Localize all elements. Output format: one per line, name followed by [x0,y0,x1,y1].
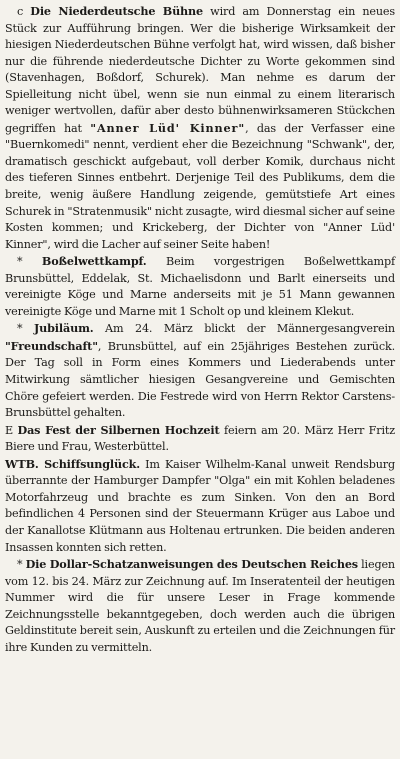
club-name: "Freundschaft" [5,338,98,353]
article-heading: Das Fest der Silbernen Hochzeit [17,422,220,437]
article-bosselwettkampf [5,253,395,320]
section-mark: c [17,5,24,18]
article-heading: Boßelwettkampf. [41,254,147,269]
article-jubilaeum [5,320,395,421]
section-mark: * [17,322,34,336]
article-text: Im Kaiser Wilhelm-Kanal unweit Rendsburg überrannte der Hamburger Dampfer "Olga" ein mit Kohlen beladenes Motorfahrzeug und brachte es zum Sinken. Von den an Bord befindlichen 4 Personen sind der Steuermann Krüger aus Laboe und der Kanallotse Klütmann aus Holtenau ertrunken. Die beiden anderen Insassen konnten sich retten. [5,457,395,554]
article-text: liegen vom 12. bis 24. März zur Zeichnung auf. Im Inseratenteil der heutigen Nummer wird die für unsere Leser in Frage kommende Zeichnungsstelle bekanntgegeben, doch werden auch die übrigen Geldinstitute bereit sein, Auskunft zu erteilen und die Zeichnungen für ihre Kunden zu vermitteln. [5,558,395,654]
article-heading: Jubiläum. [34,321,94,336]
article-heading: Die Niederdeutsche Bühne [30,4,203,18]
article-text: , das der Verfasser eine "Buernkomedi" nennt, verdient eher die Bezeichnung "Schwank", der, dramatisch geschickt aufgebaut, voll derber Komik, durchaus nicht des tieferen Sinnes entbehrt. Derjenige Teil des Publikums, dem die breite, wenig äußere Handlung zeigende, gemütstiefe Art eines Schurek in "Stratenmusik" nicht zusagte, wird diesmal sicher auf seine Kosten kommen; und Krickeberg, der Dichter von "Anner Lüd' Kinner", wird die Lacher auf seiner Seite haben! [5,121,395,251]
article-dollar-schatzanweisungen [5,556,395,656]
article-silberhochzeit [5,422,395,456]
article-text: feiern am 20. März Herr Fritz Biere und Frau, Westerbüttel. [5,423,395,454]
article-text: Am 24. März blickt der Männergesangverein [93,322,395,336]
section-mark: E [5,423,18,437]
article-text: Beim vorgestrigen Boßelwettkampf Brunsbüttel, Eddelak, St. Michaelisdonn und Barlt einerseits und vereinigte Köge und Marne anderseits mit je 51 Mann gewannen vereinigte Köge und Marne mit 1 Scholt op und kleinem Klekut. [5,255,395,318]
article-niederdeutsche-buehne [5,3,395,253]
article-heading: Schiffsunglück. [44,456,140,471]
play-title: "Anner Lüd' Kinner" [90,120,246,135]
section-mark: * [17,558,26,572]
section-mark: * [17,255,42,269]
article-heading: Die Dollar-Schatzanweisungen des Deutschen Reiches [25,557,358,572]
section-mark: WTB. [5,456,45,471]
article-text: wird am Donnerstag ein neues Stück zur Aufführung bringen. Wer die bisherige Wirksamkeit der hiesigen Niederdeutschen Bühne verfolgt hat, wird wissen, daß bisher nur die führende niederdeutsche Dichter zu Worte gekommen sind (Stavenhagen, Boßdorf, Schurek). Man nehme es darum der Spielleitung nicht übel, wenn sie nun einmal zu einem literarisch weniger wertvollen, dafür aber desto bühnenwirksameren Stückchen gegriffen hat [5,5,395,135]
article-schiffsunglueck [5,456,395,556]
article-text: , Brunsbüttel, auf ein 25jähriges Bestehen zurück. Der Tag soll in Form eines Kommers und Liederabends unter Mitwirkung sämtlicher hiesigen Gesangvereine und Gemischten Chöre gefeiert werden. Die Festrede wird von Herrn Rektor Carstens-Brunsbüttel gehalten. [5,339,395,420]
